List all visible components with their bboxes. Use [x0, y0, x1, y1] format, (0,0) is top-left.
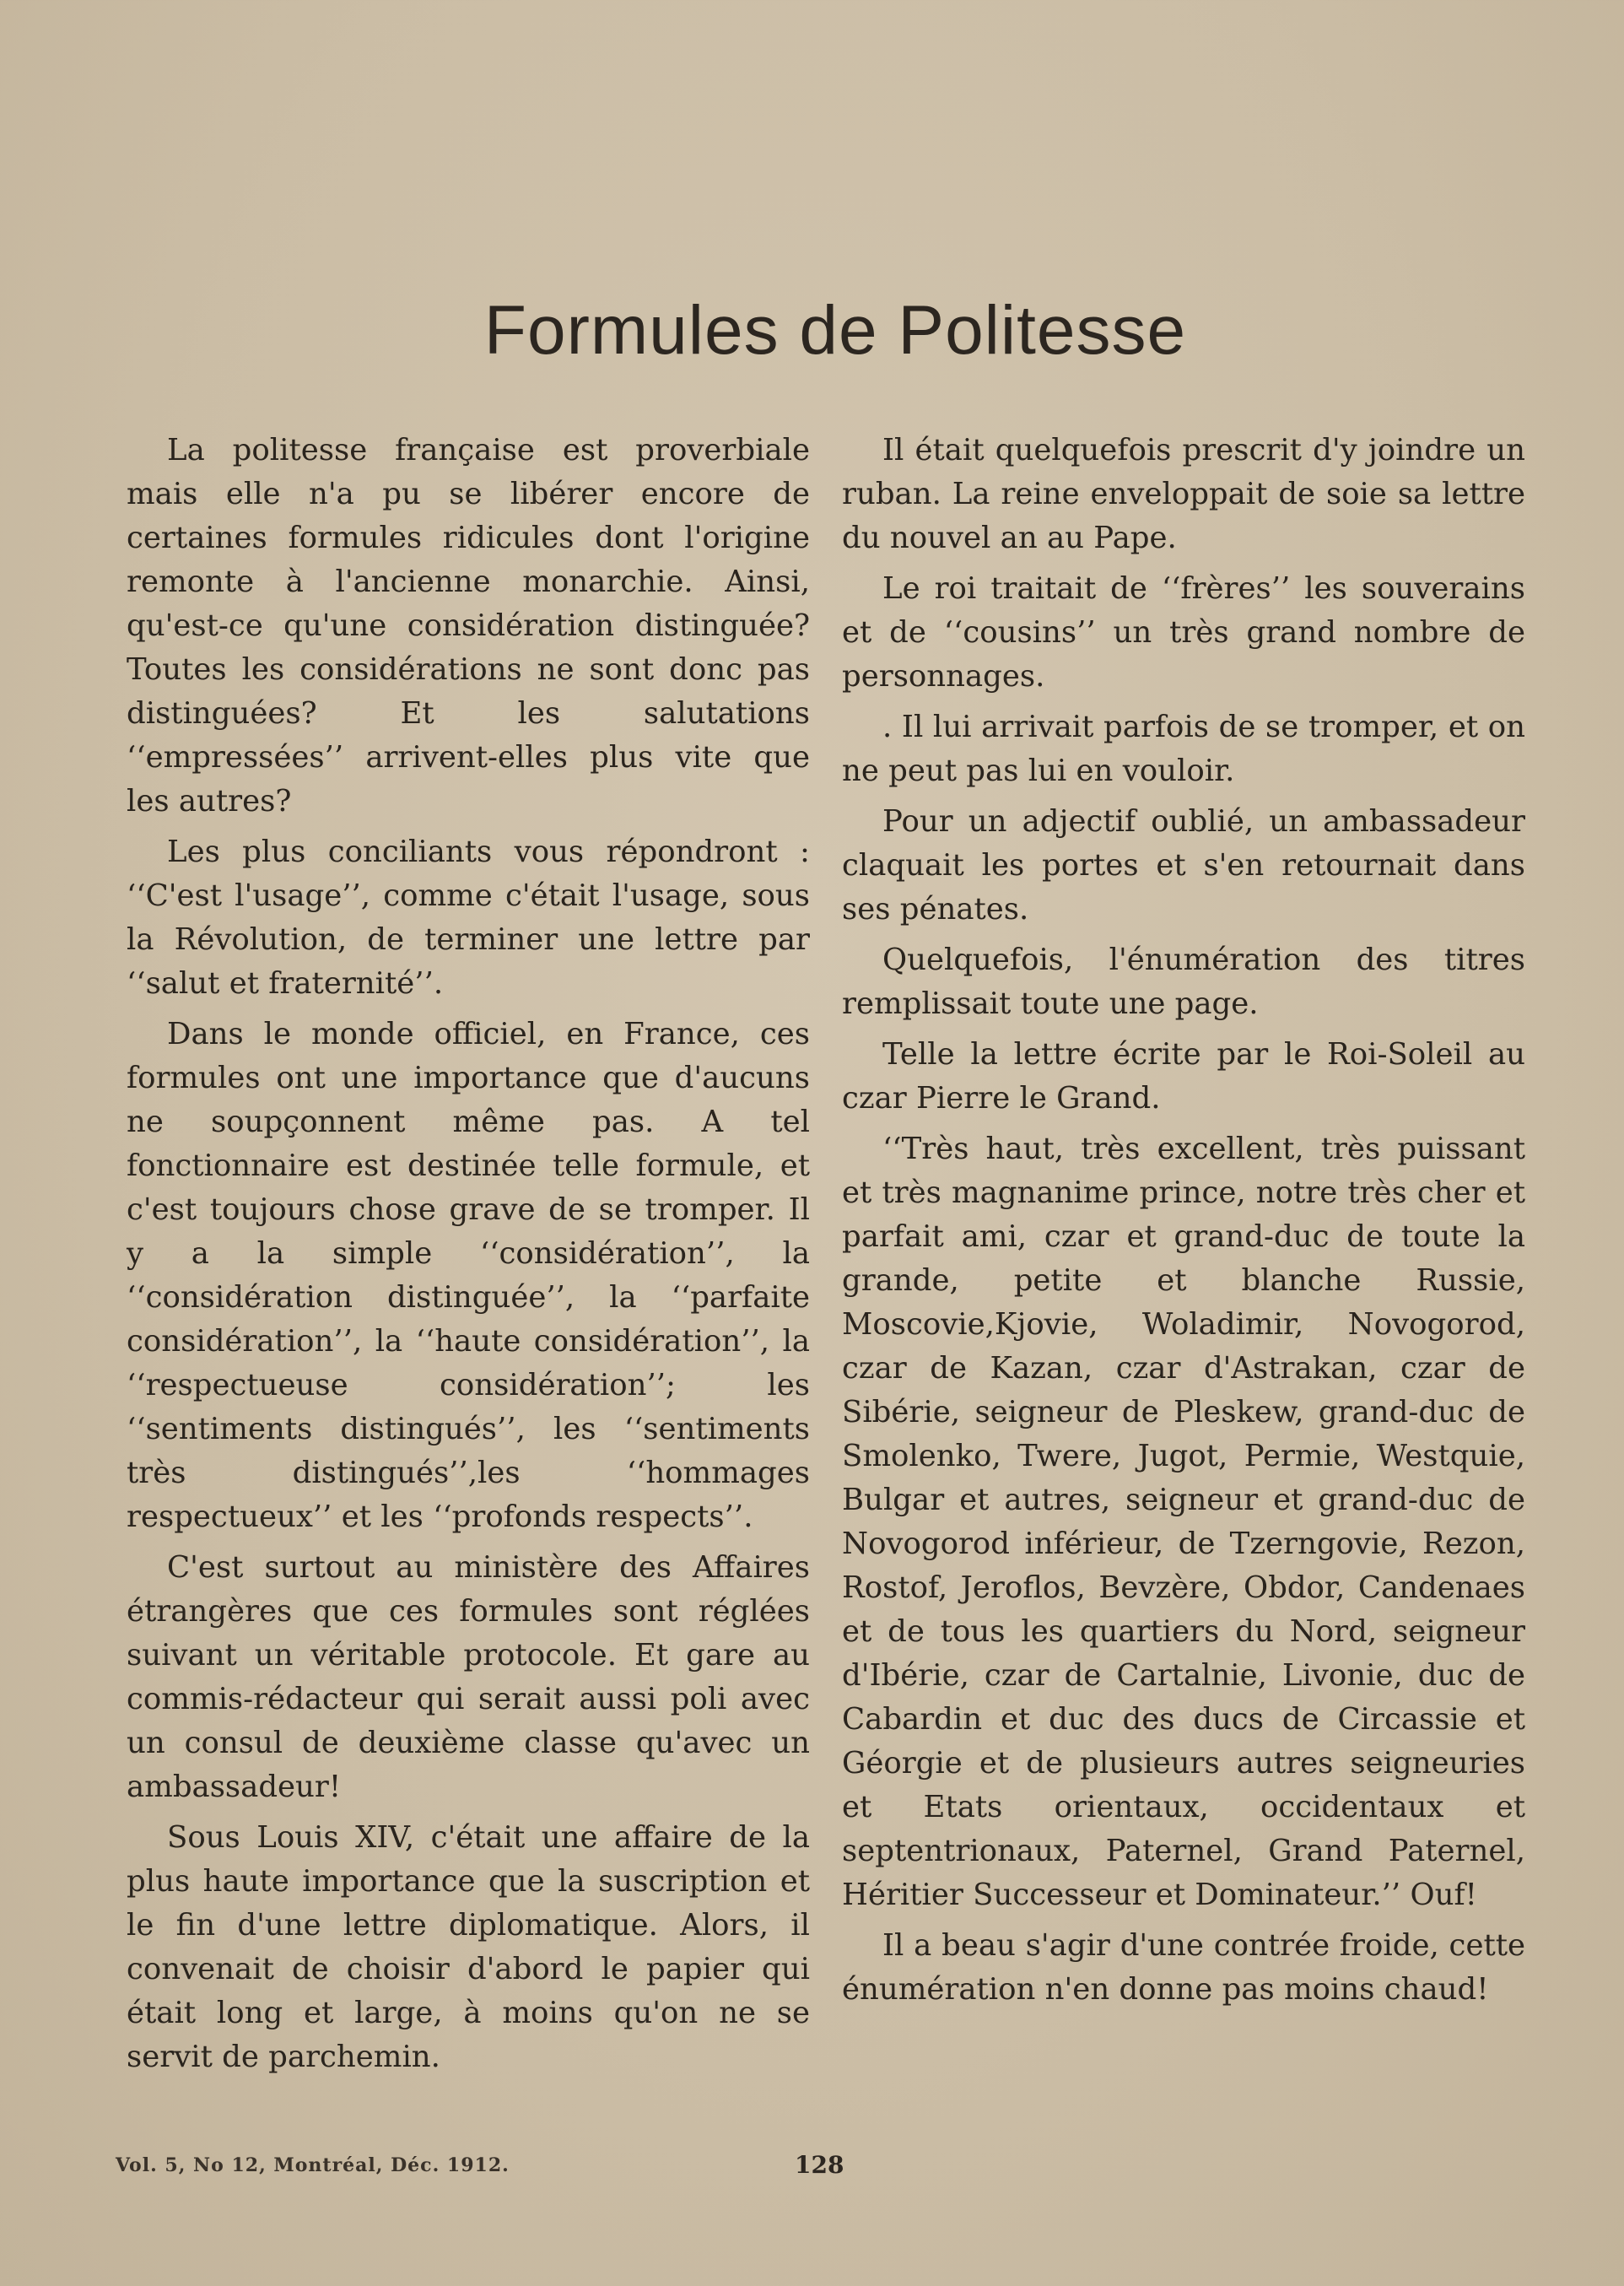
paragraph: . Il lui arrivait parfois de se tromper, et on ne peut pas lui en vouloir. — [842, 710, 1525, 788]
page-title: Formules de Politesse — [483, 292, 1187, 369]
paragraph: Il était quelquefois prescrit d'y joindre un ruban. La reine enveloppait de soie sa lettre du nouvel an au Pape. — [842, 433, 1525, 555]
paragraph: La politesse française est proverbiale mais elle n'a pu se libérer encore de certaines formules ridicules dont l'origine remonte à l'ancienne monarchie. Ainsi, qu'est-ce qu'une considération distinguée? Toutes les considérations ne sont donc pas distinguées? Et les salutations ‘‘empressées’’ arrivent-elles plus vite que les autres? — [127, 433, 810, 819]
article-left-column — [127, 429, 810, 2086]
paragraph: C'est surtout au ministère des Affaires étrangères que ces formules sont réglées suivant un véritable protocole. Et gare au commis-rédacteur qui serait aussi poli avec un consul de deuxième classe qu'avec un ambassadeur! — [127, 1550, 810, 1804]
paragraph: Il a beau s'agir d'une contrée froide, cette énumération n'en donne pas moins chaud! — [842, 1928, 1525, 2007]
paragraph: ‘‘Très haut, très excellent, très puissant et très magnanime prince, notre très cher et parfait ami, czar et grand-duc de toute la grande, petite et blanche Russie, Moscovie,Kjovie, Woladimir, Novogorod, czar de Kazan, czar d'Astrakan, czar de Sibérie, seigneur de Pleskew, grand-duc de Smolenko, Twere, Jugot, Permie, Westquie, Bulgar et autres, seigneur et grand-duc de Novogorod inférieur, de Tzerngovie, Rezon, Rostof, Jeroflos, Bevzère, Obdor, Candenaes et de tous les quartiers du Nord, seigneur d'Ibérie, czar de Cartalnie, Livonie, duc de Cabardin et duc des ducs de Circassie et Géorgie et de plusieurs autres seigneuries et Etats orientaux, occidentaux et septentrionaux, Paternel, Grand Paternel, Héritier Successeur et Dominateur.’’ Ouf! — [842, 1132, 1525, 1912]
paragraph: Telle la lettre écrite par le Roi-Soleil au czar Pierre le Grand. — [842, 1037, 1525, 1116]
paragraph: Quelquefois, l'énumération des titres remplissait toute une page. — [842, 943, 1525, 1021]
paragraph: Le roi traitait de ‘‘frères’’ les souverains et de ‘‘cousins’’ un très grand nombre de personnages. — [842, 571, 1525, 694]
paragraph: Les plus conciliants vous répondront : ‘‘C'est l'usage’’, comme c'était l'usage, sous la Révolution, de terminer une lettre par ‘‘salut et fraternité’’. — [127, 835, 810, 1001]
page-number: 128 — [795, 2151, 844, 2179]
paragraph: Sous Louis XIV, c'était une affaire de la plus haute importance que la suscription et le fin d'une lettre diplomatique. Alors, il convenait de choisir d'abord le papier qui était long et large, à moins qu'on ne se servit de parchemin. — [127, 1820, 810, 2074]
article-right-column — [842, 429, 1525, 2018]
issue-info: Vol. 5, No 12, Montréal, Déc. 1912. — [116, 2154, 510, 2176]
paragraph: Pour un adjectif oublié, un ambassadeur claquait les portes et s'en retournait dans ses pénates. — [842, 804, 1525, 927]
paragraph: Dans le monde officiel, en France, ces formules ont une importance que d'aucuns ne soupçonnent même pas. A tel fonctionnaire est destinée telle formule, et c'est toujours chose grave de se tromper. Il y a la simple ‘‘considération’’, la ‘‘considération distinguée’’, la ‘‘parfaite considération’’, la ‘‘haute considération’’, la ‘‘respectueuse considération’’; les ‘‘sentiments distingués’’, les ‘‘sentiments très distingués’’,les ‘‘hommages respectueux’’ et les ‘‘profonds respects’’. — [127, 1017, 810, 1534]
